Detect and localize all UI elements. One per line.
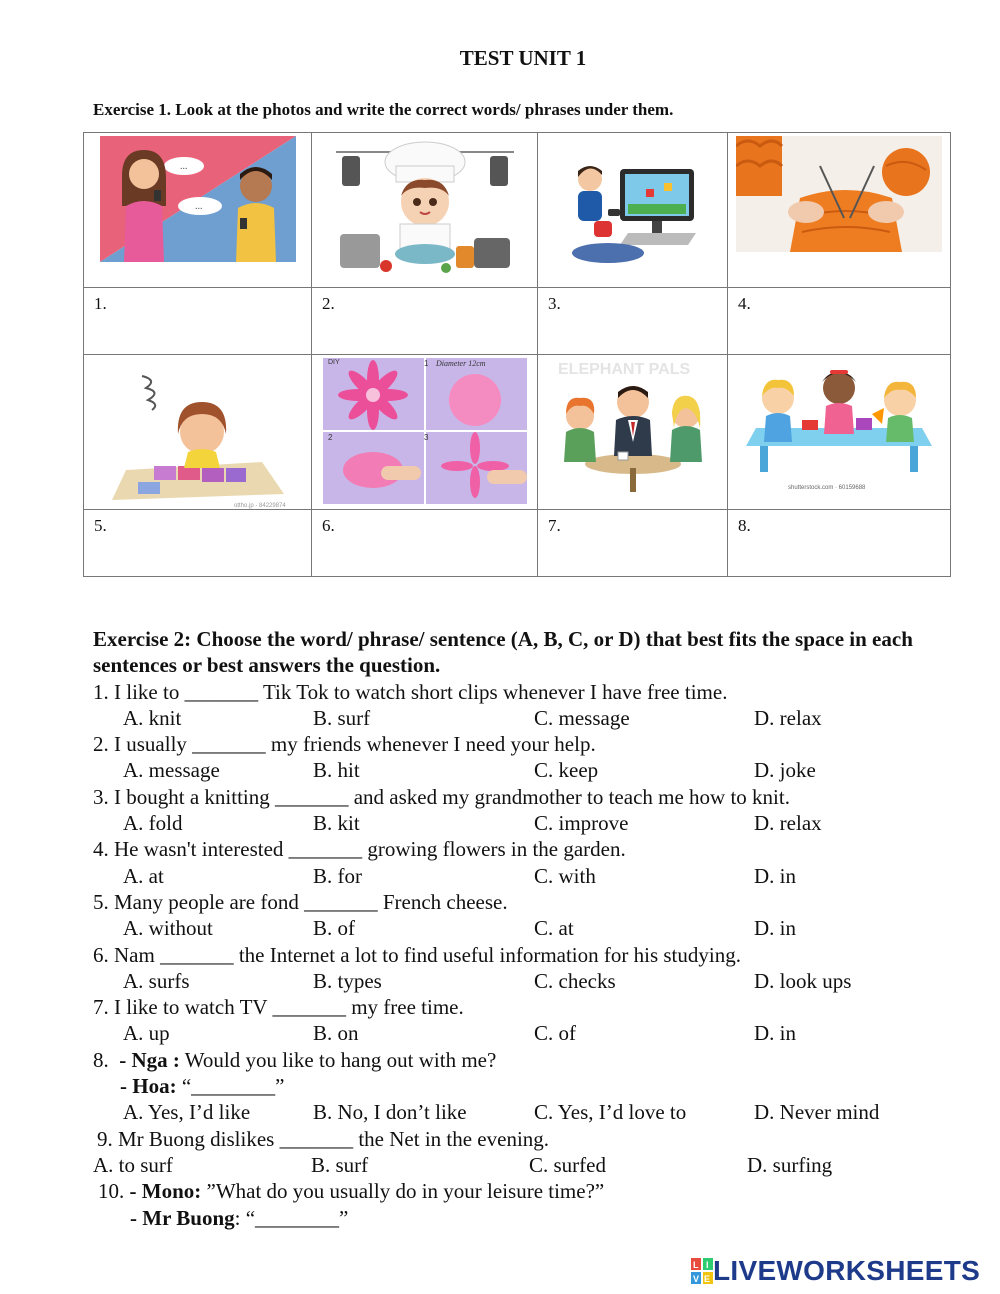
question-2: 2. I usually _______ my friends whenever I need your help.	[93, 732, 596, 757]
option-c[interactable]: C. surfed	[529, 1152, 606, 1177]
friends-cafe-illustration	[548, 358, 718, 498]
answer-cell-6[interactable]: 6.	[312, 510, 538, 577]
photo6-step-2: 2	[328, 433, 333, 442]
svg-text:...: ...	[179, 161, 187, 172]
question-3: 3. I bought a knitting _______ and asked my grandmother to teach me how to knit.	[93, 784, 790, 809]
badge-letter-i: I	[706, 1260, 709, 1270]
logo-badge-icon	[691, 1258, 713, 1284]
option-a[interactable]: A. knit	[123, 705, 182, 730]
option-a[interactable]: A. at	[123, 863, 164, 888]
photo-cell-knitting	[728, 133, 951, 288]
question-3-options	[93, 810, 973, 836]
question-10-reply	[93, 1205, 973, 1231]
question-8-options	[93, 1099, 973, 1125]
question-7-options	[93, 1020, 973, 1046]
puzzle-illustration	[98, 358, 298, 508]
option-d[interactable]: D. relax	[754, 811, 822, 836]
option-d[interactable]: D. Never mind	[754, 1100, 880, 1125]
badge-letter-v: V	[693, 1274, 700, 1284]
svg-text:...: ...	[194, 201, 202, 212]
option-b[interactable]: B. surf	[311, 1152, 369, 1177]
option-b[interactable]: B. types	[313, 968, 382, 993]
option-d[interactable]: D. joke	[754, 758, 816, 783]
answer-cell-8[interactable]: 8.	[728, 510, 951, 577]
option-a[interactable]: A. Yes, I’d like	[123, 1100, 251, 1125]
option-a[interactable]: A. message	[123, 758, 220, 783]
option-d[interactable]: D. in	[754, 1021, 796, 1046]
option-b[interactable]: B. hit	[313, 758, 360, 783]
question-8-number: 8.	[93, 1047, 109, 1072]
photo8-watermark: shutterstock.com · 60159688	[788, 485, 866, 491]
photo-cell-gaming	[538, 133, 728, 288]
option-b[interactable]: B. for	[313, 863, 362, 888]
question-4: 4. He wasn't interested _______ growing flowers in the garden.	[93, 837, 626, 862]
option-b[interactable]: B. surf	[313, 705, 371, 730]
option-c[interactable]: C. message	[534, 705, 630, 730]
photo5-watermark: ottho.jp - 84229874	[234, 503, 286, 509]
answer-cell-5[interactable]: 5.	[84, 510, 312, 577]
option-c[interactable]: C. improve	[534, 811, 629, 836]
answer-cell-7[interactable]: 7.	[538, 510, 728, 577]
answer-cell-3[interactable]: 3.	[538, 288, 728, 355]
question-10-line-1: ”What do you usually do in your leisure time?”	[206, 1179, 605, 1204]
kids-crafts-illustration	[746, 358, 932, 482]
option-c[interactable]: C. with	[534, 863, 596, 888]
photo6-diameter-label: Diameter 12cm	[436, 359, 486, 368]
badge-letter-l: L	[693, 1260, 699, 1270]
option-a[interactable]: A. to surf	[93, 1152, 173, 1177]
messaging-friends-illustration	[100, 136, 296, 262]
photo7-watermark: ELEPHANT PALS	[558, 361, 691, 378]
answer-cell-1[interactable]: 1.	[84, 288, 312, 355]
option-d[interactable]: D. in	[754, 863, 796, 888]
option-a[interactable]: A. fold	[123, 811, 183, 836]
photo-row-2	[84, 355, 951, 510]
option-a[interactable]: A. up	[123, 1021, 170, 1046]
option-d[interactable]: D. in	[754, 916, 796, 941]
question-5-options	[93, 915, 973, 941]
answer-cell-4[interactable]: 4.	[728, 288, 951, 355]
speaker-hoa: - Hoa:	[120, 1074, 177, 1099]
computer-game-illustration	[568, 149, 698, 265]
photo6-diy-label: DIY	[328, 359, 340, 366]
option-c[interactable]: C. Yes, I’d love to	[534, 1100, 687, 1125]
answer-cell-2[interactable]: 2.	[312, 288, 538, 355]
exercise2-heading: Exercise 2: Choose the word/ phrase/ sentence (A, B, C, or D) that best fits the space in each sentences or best answers the question.	[93, 627, 913, 678]
question-5: 5. Many people are fond _______ French cheese.	[93, 889, 508, 914]
question-6-options	[93, 968, 973, 994]
photo-cell-cooking	[312, 133, 538, 288]
question-9: 9. Mr Buong dislikes _______ the Net in the evening.	[97, 1126, 550, 1151]
paper-flower-photo	[323, 358, 527, 504]
speaker-mr-buong: - Mr Buong	[130, 1205, 235, 1230]
option-d[interactable]: D. surfing	[747, 1152, 833, 1177]
photo6-step-1: 1	[424, 359, 429, 368]
photo-cell-puzzle	[84, 355, 312, 510]
question-2-options	[93, 757, 973, 783]
speaker-nga: - Nga :	[119, 1047, 180, 1072]
option-d[interactable]: D. look ups	[754, 968, 852, 993]
option-d[interactable]: D. relax	[754, 705, 822, 730]
question-9-options	[93, 1152, 973, 1178]
question-8-reply	[93, 1073, 973, 1099]
speaker-mono: - Mono:	[129, 1179, 202, 1204]
exercise2	[93, 626, 973, 1231]
option-b[interactable]: B. of	[313, 916, 355, 941]
option-a[interactable]: A. without	[123, 916, 213, 941]
question-10-line-2: : “________”	[234, 1205, 349, 1230]
photo6-step-3: 3	[424, 433, 429, 442]
option-a[interactable]: A. surfs	[123, 968, 190, 993]
badge-letter-e: E	[704, 1274, 711, 1284]
option-c[interactable]: C. checks	[534, 968, 616, 993]
photo-cell-crafts	[728, 355, 951, 510]
liveworksheets-logo[interactable]	[691, 1255, 980, 1287]
photo-table	[83, 132, 951, 577]
question-1-options	[93, 705, 973, 731]
page-title: TEST UNIT 1	[459, 46, 587, 70]
question-4-options	[93, 863, 973, 889]
question-6: 6. Nam _______ the Internet a lot to find useful information for his studying.	[93, 942, 741, 967]
question-8-line-1: Would you like to hang out with me?	[184, 1047, 497, 1072]
option-b[interactable]: B. kit	[313, 811, 360, 836]
logo-text: LIVEWORKSHEETS	[713, 1255, 981, 1286]
option-c[interactable]: C. of	[534, 1021, 576, 1046]
photo-row-1	[84, 133, 951, 288]
exercise1-heading: Exercise 1. Look at the photos and write the correct words/ phrases under them.	[93, 100, 674, 119]
photo-cell-messaging	[84, 133, 312, 288]
number-row-2	[84, 510, 951, 577]
question-8	[93, 1047, 973, 1073]
number-row-1	[84, 288, 951, 355]
cooking-illustration	[336, 136, 514, 276]
option-c[interactable]: C. at	[534, 916, 574, 941]
question-10-number: 10.	[98, 1179, 125, 1204]
photo-cell-paper-flowers	[312, 355, 538, 510]
option-c[interactable]: C. keep	[534, 758, 599, 783]
question-7: 7. I like to watch TV _______ my free time.	[93, 995, 464, 1020]
option-b[interactable]: B. on	[313, 1021, 359, 1046]
knitting-photo	[736, 136, 942, 252]
photo-cell-hanging-out	[538, 355, 728, 510]
question-1: 1. I like to _______ Tik Tok to watch short clips whenever I have free time.	[93, 679, 728, 704]
option-b[interactable]: B. No, I don’t like	[313, 1100, 467, 1125]
question-8-line-2: “________”	[181, 1074, 285, 1099]
question-10	[93, 1178, 973, 1204]
